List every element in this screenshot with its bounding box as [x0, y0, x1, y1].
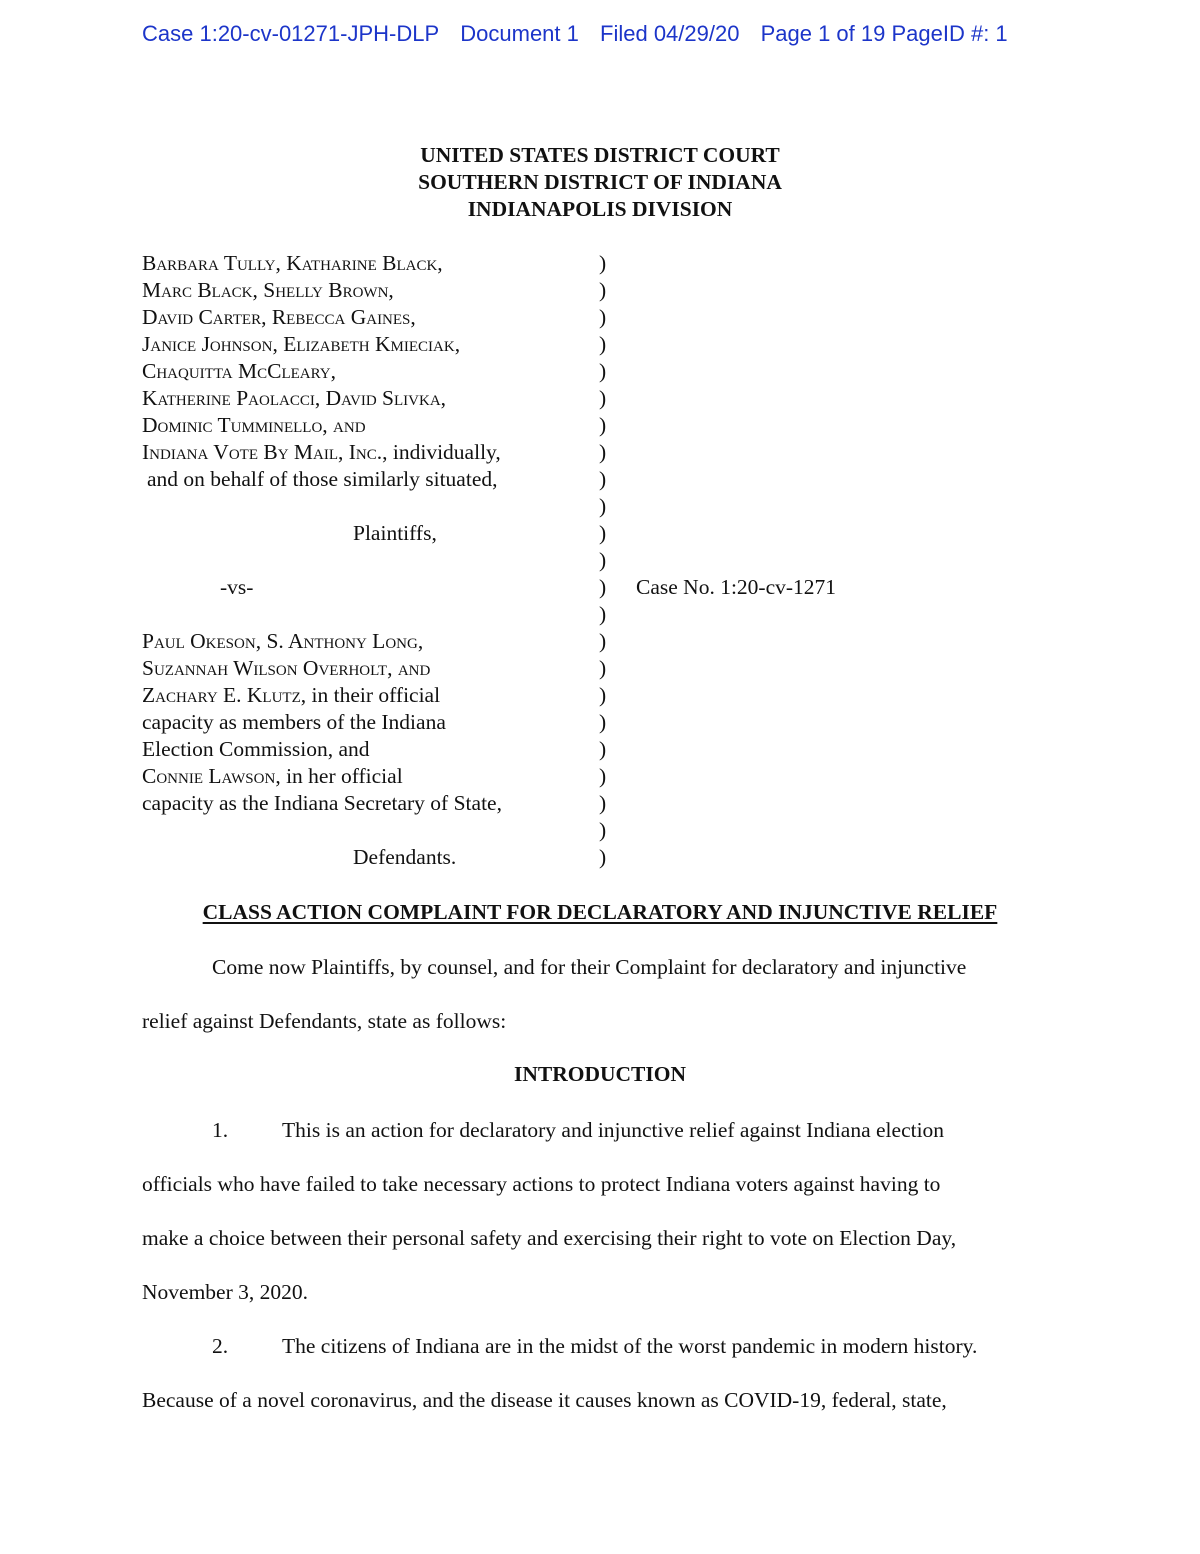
caption-row: ): [599, 818, 607, 842]
paragraph-1: [142, 1103, 1052, 1319]
caption-row: Plaintiffs, ): [142, 520, 1102, 547]
case-number: Case No. 1:20-cv-1271: [636, 575, 837, 599]
defendant-line: Zachary E. Klutz, in their official: [142, 683, 441, 707]
paragraph-number: 1.: [212, 1118, 229, 1142]
paragraph-line: make a choice between their personal safety and exercising their right to vote on Election Day,: [142, 1226, 957, 1250]
case-caption: [142, 250, 1102, 871]
plaintiff-line: Katherine Paolacci, David Slivka,: [142, 386, 447, 410]
caption-row: Election Commission, and ): [142, 737, 607, 761]
paragraph-line: Because of a novel coronavirus, and the disease it causes known as COVID-19, federal, state,: [142, 1388, 947, 1412]
defendant-line: capacity as the Indiana Secretary of State,: [142, 791, 502, 815]
paragraph-line: November 3, 2020.: [142, 1280, 308, 1304]
court-name: UNITED STATES DISTRICT COURT: [420, 143, 780, 167]
caption-row: Janice Johnson, Elizabeth Kmieciak, ): [142, 332, 607, 356]
stamp-document: Document 1: [460, 21, 579, 46]
caption-row: Katherine Paolacci, David Slivka, ): [142, 386, 607, 410]
versus: -vs-: [220, 575, 254, 599]
caption-row: Suzannah Wilson Overholt, and ): [142, 656, 607, 680]
court-heading: [0, 142, 1200, 223]
paragraph-first-line: 1. This is an action for declaratory and injunctive relief against Indiana election: [142, 1103, 1052, 1157]
paragraph-first-line: 2. The citizens of Indiana are in the midst of the worst pandemic in modern history.: [142, 1319, 1052, 1373]
caption-row: -vs- ) Case No. 1:20-cv-1271: [142, 574, 1102, 601]
plaintiff-line: and on behalf of those similarly situated,: [147, 467, 498, 491]
defendant-line: Election Commission, and: [142, 737, 370, 761]
caption-row: Defendants. ): [142, 844, 1102, 871]
court-district: SOUTHERN DISTRICT OF INDIANA: [418, 170, 782, 194]
caption-row: Zachary E. Klutz, in their official ): [142, 683, 607, 707]
court-division: INDIANAPOLIS DIVISION: [467, 197, 733, 221]
paragraph-line: officials who have failed to take necessary actions to protect Indiana voters against having to: [142, 1172, 941, 1196]
plaintiff-line: Marc Black, Shelly Brown,: [142, 278, 394, 302]
caption-row: Paul Okeson, S. Anthony Long, ): [142, 629, 607, 653]
caption-row: Dominic Tumminello, and ): [142, 413, 607, 437]
plaintiff-line: Janice Johnson, Elizabeth Kmieciak,: [142, 332, 461, 356]
defendant-line: Connie Lawson, in her official: [142, 764, 403, 788]
caption-row: ): [599, 494, 607, 518]
defendant-line: Suzannah Wilson Overholt, and: [142, 656, 431, 680]
caption-row: and on behalf of those similarly situated, ): [142, 466, 1102, 493]
caption-row: Indiana Vote By Mail, Inc., individually, ): [142, 440, 607, 464]
defendant-line: Paul Okeson, S. Anthony Long,: [142, 629, 424, 653]
plaintiffs-role: Plaintiffs,: [353, 521, 437, 545]
plaintiff-line: David Carter, Rebecca Gaines,: [142, 305, 416, 329]
filing-stamp: [142, 21, 1082, 47]
caption-row: capacity as the Indiana Secretary of State, ): [142, 791, 607, 815]
caption-row: capacity as members of the Indiana ): [142, 710, 607, 734]
preamble-line: relief against Defendants, state as follows:: [142, 1009, 507, 1033]
caption-row: David Carter, Rebecca Gaines, ): [142, 305, 607, 329]
caption-row: Chaquitta McCleary, ): [142, 359, 607, 383]
stamp-filed: Filed 04/29/20: [600, 21, 740, 46]
introduction-heading: INTRODUCTION: [513, 1062, 687, 1086]
defendant-line: capacity as members of the Indiana: [142, 710, 446, 734]
preamble: [142, 940, 1052, 1048]
plaintiff-line: Indiana Vote By Mail, Inc., individually,: [142, 440, 501, 464]
caption-row: ): [599, 602, 607, 626]
caption-row: ): [599, 548, 607, 572]
plaintiff-line: Chaquitta McCleary,: [142, 359, 337, 383]
paragraph-2: [142, 1319, 1052, 1427]
plaintiff-line: Dominic Tumminello, and: [142, 413, 366, 437]
caption-row: Connie Lawson, in her official ): [142, 764, 607, 788]
paragraph-number: 2.: [212, 1334, 229, 1358]
complaint-title: CLASS ACTION COMPLAINT FOR DECLARATORY AND INJUNCTIVE RELIEF: [202, 900, 998, 924]
stamp-case: Case 1:20-cv-01271-JPH-DLP: [142, 21, 440, 46]
caption-row: Marc Black, Shelly Brown, ): [142, 278, 607, 302]
caption-row: Barbara Tully, Katharine Black, ): [142, 251, 607, 275]
defendants-role: Defendants.: [353, 845, 457, 869]
preamble-line: Come now Plaintiffs, by counsel, and for their Complaint for declaratory and injunctive: [212, 955, 967, 979]
plaintiff-line: Barbara Tully, Katharine Black,: [142, 251, 443, 275]
stamp-page: Page 1 of 19 PageID #: 1: [760, 21, 1008, 46]
